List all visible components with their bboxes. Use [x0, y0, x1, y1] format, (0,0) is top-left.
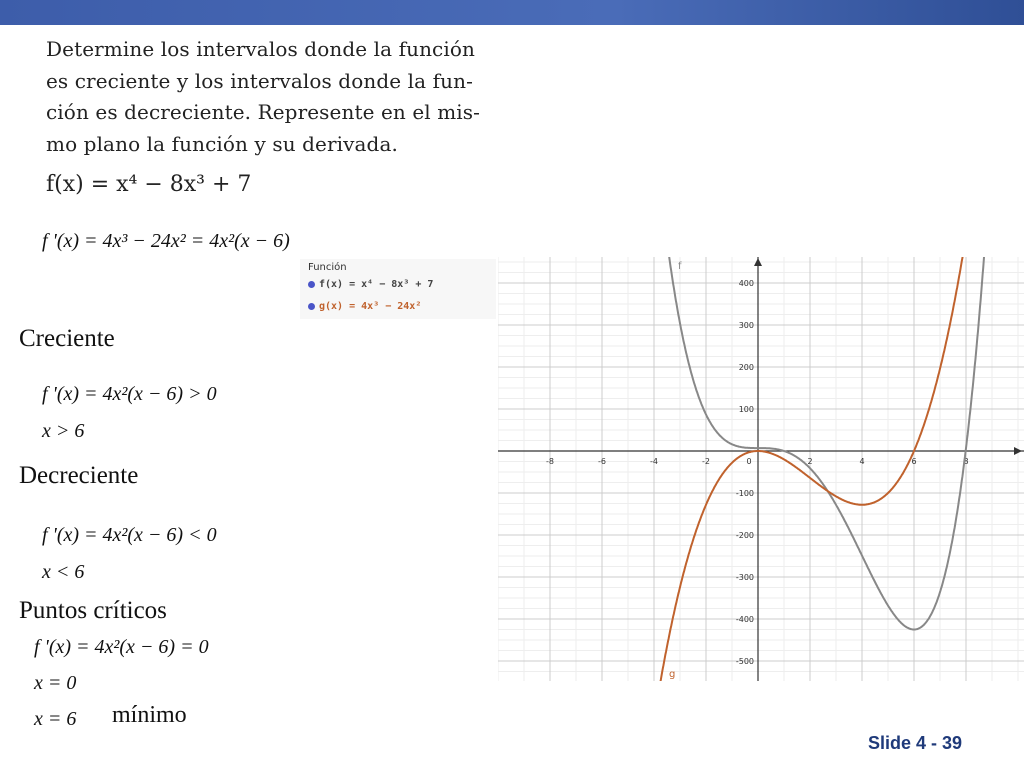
x-tick-label: 4: [859, 457, 865, 466]
problem-line: mo plano la función y su derivada.: [46, 131, 398, 156]
y-tick-label: 100: [738, 405, 754, 414]
critical-point-six: x = 6: [34, 708, 77, 730]
derivative-formula: f '(x) = 4x³ − 24x² = 4x²(x − 6): [42, 230, 290, 252]
problem-line: Determine los intervalos donde la función: [46, 37, 475, 61]
creciente-heading: Creciente: [19, 325, 115, 352]
legend-item-g[interactable]: [308, 301, 421, 312]
x-tick-label: -2: [702, 457, 710, 466]
y-tick-label: -400: [735, 615, 754, 624]
y-tick-label: 400: [738, 279, 754, 288]
creciente-solution: x > 6: [42, 420, 85, 442]
curve-label-g: g: [669, 669, 676, 680]
x-tick-label: 0: [746, 457, 752, 466]
y-tick-label: 200: [738, 363, 754, 372]
criticos-heading: Puntos críticos: [19, 597, 167, 624]
y-tick-label: -100: [735, 489, 754, 498]
problem-statement: [46, 34, 506, 160]
x-tick-label: 6: [911, 457, 917, 466]
legend-g-label: g(x) = 4x³ − 24x²: [319, 301, 422, 312]
legend-title: Función: [308, 262, 347, 273]
y-tick-label: -300: [735, 573, 754, 582]
x-tick-label: -4: [650, 457, 658, 466]
critical-point-zero: x = 0: [34, 672, 77, 694]
creciente-inequality: f '(x) = 4x²(x − 6) > 0: [42, 383, 217, 405]
function-legend: [300, 259, 496, 319]
visibility-dot-icon[interactable]: [308, 303, 315, 310]
title-bar: [0, 0, 1024, 25]
problem-line: ción es decreciente. Represente en el mis-: [46, 100, 481, 124]
function-graph[interactable]: [498, 257, 1024, 681]
function-formula: f(x) = x⁴ − 8x³ + 7: [46, 172, 252, 197]
graph-background: [498, 257, 1024, 681]
decreciente-solution: x < 6: [42, 561, 85, 583]
decreciente-inequality: f '(x) = 4x²(x − 6) < 0: [42, 524, 217, 546]
y-tick-label: 300: [738, 321, 754, 330]
y-tick-label: -200: [735, 531, 754, 540]
minimo-label: mínimo: [112, 702, 187, 728]
slide-number: Slide 4 - 39: [868, 733, 963, 753]
curve-label-f: f: [678, 261, 682, 272]
x-tick-label: -6: [598, 457, 606, 466]
legend-f-label: f(x) = x⁴ − 8x³ + 7: [319, 279, 434, 290]
decreciente-heading: Decreciente: [19, 462, 139, 489]
problem-line: es creciente y los intervalos donde la fun-: [46, 68, 473, 93]
visibility-dot-icon[interactable]: [308, 281, 315, 288]
legend-item-f[interactable]: [308, 279, 433, 290]
criticos-equation: f '(x) = 4x²(x − 6) = 0: [34, 636, 209, 658]
x-tick-label: -8: [546, 457, 554, 466]
x-tick-label: 8: [963, 457, 969, 466]
x-tick-label: 2: [807, 457, 813, 466]
y-tick-label: -500: [735, 657, 754, 666]
